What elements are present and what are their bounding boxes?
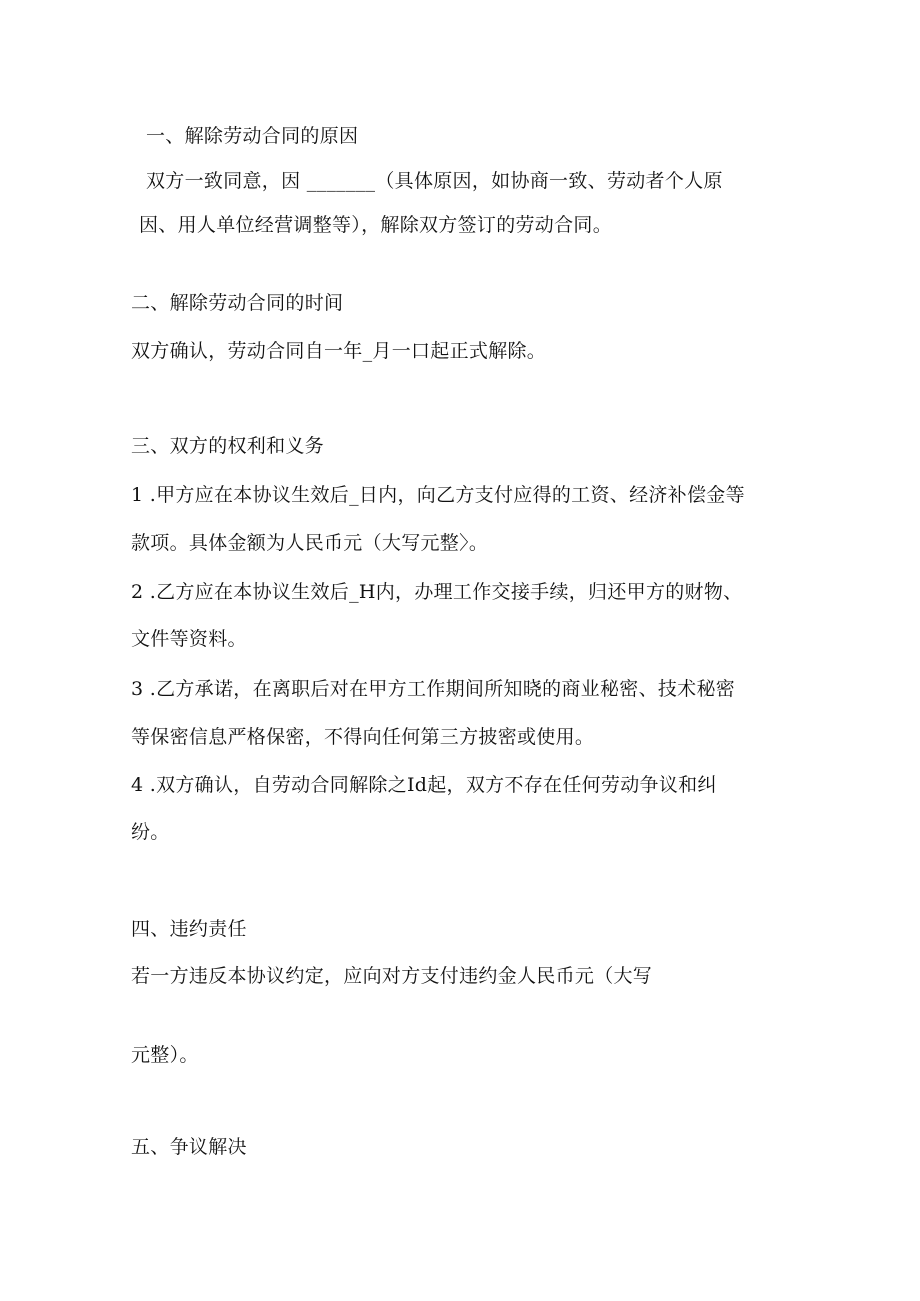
- section-4-heading: 四、违约责任: [131, 918, 247, 940]
- section-2-heading: 二、解除劳动合同的时间: [131, 292, 344, 314]
- section-1-line-2: 因、用人单位经营调整等），解除双方签订的劳动合同。: [139, 214, 613, 236]
- section-4-line-1: 若一方违反本协议约定，应向对方支付违约金人民币元（大写: [131, 965, 653, 987]
- section-3-line-3: 2 .乙方应在本协议生效后_H内，办理工作交接手续，归还甲方的财物、: [131, 581, 743, 603]
- section-2-line-1: 双方确认，劳动合同自一年_月一口起正式解除。: [131, 340, 547, 362]
- section-3-heading: 三、双方的权利和义务: [131, 435, 325, 457]
- section-3-line-4: 文件等资料。: [131, 628, 247, 650]
- section-3-line-2: 款项。具体金额为人民币元（大写元整〉。: [131, 532, 489, 554]
- section-3-line-1: 1 .甲方应在本协议生效后_日内，向乙方支付应得的工资、经济补偿金等: [131, 484, 745, 506]
- section-1-line-1: 双方一致同意，因 _______（具体原因，如协商一致、劳动者个人原: [146, 170, 723, 192]
- section-3-line-8: 纷。: [131, 821, 170, 843]
- section-5-heading: 五、争议解决: [131, 1136, 247, 1158]
- section-1-heading: 一、解除劳动合同的原因: [146, 125, 359, 147]
- section-3-line-7: 4 .双方确认，自劳动合同解除之Id起，双方不存在任何劳动争议和纠: [131, 774, 717, 796]
- section-3-line-5: 3 .乙方承诺，在离职后对在甲方工作期间所知晓的商业秘密、技术秘密: [131, 678, 736, 700]
- section-4-line-2: 元整）。: [131, 1044, 199, 1066]
- section-3-line-6: 等保密信息严格保密，不得向任何第三方披密或使用。: [131, 726, 595, 748]
